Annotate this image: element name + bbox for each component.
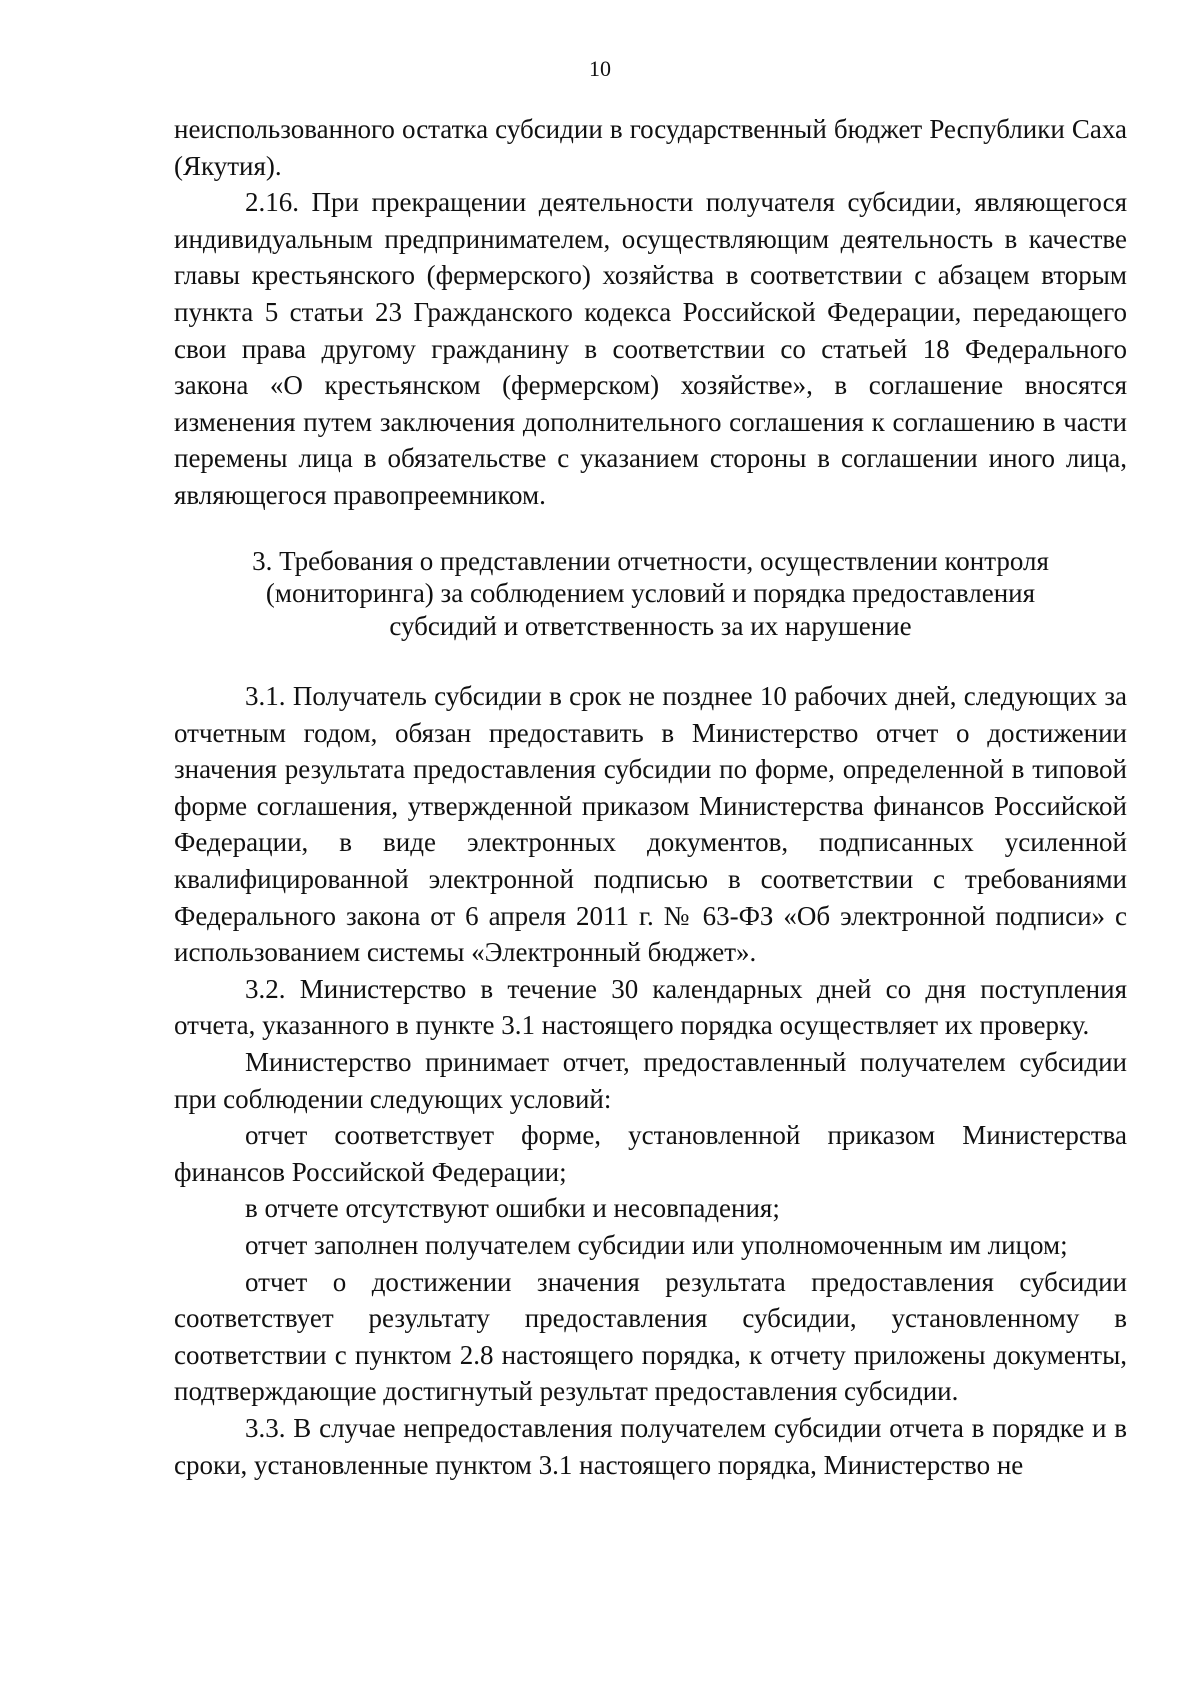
paragraph-2-16: 2.16. При прекращении деятельности получателя субсидии, являющегося индивидуальным предпринимателем, осуществляющим деятельность в качестве главы крестьянского (фермерского) хозяйства в соответствии с абзацем вторым пункта 5 статьи 23 Гражданского кодекса Российской Федерации, передающего свои права другому гражданину в соответствии со статьей 18 Федерального закона «О крестьянском (фермерском) хозяйстве», в соглашение вносятся изменения путем заключения дополнительного соглашения к соглашению в части перемены лица в обязательстве с указанием стороны в соглашении иного лица, являющегося правопреемником. (174, 187, 1127, 510)
page-number: 10 (589, 56, 611, 81)
section-heading-line: 3. Требования о представлении отчетности, осуществлении контроля (252, 545, 1049, 576)
condition-item: в отчете отсутствуют ошибки и несовпадения; (245, 1193, 780, 1224)
condition-item: отчет соответствует форме, установленной приказом Министерства финансов Российской Федерации; (174, 1120, 1127, 1187)
section-heading (174, 545, 1127, 643)
paragraph-3-2: 3.2. Министерство в течение 30 календарных дней со дня поступления отчета, указанного в пункте 3.1 настоящего порядка осуществляет их проверку. (174, 973, 1127, 1041)
document-body (174, 111, 1127, 1483)
condition-item: отчет о достижении значения результата предоставления субсидии соответствует результату предоставления субсидии, установленному в соответствии с пунктом 2.8 настоящего порядка, к отчету приложены документы, подтверждающие достигнутый результат предоставления субсидии. (174, 1266, 1127, 1407)
condition-item: отчет заполнен получателем субсидии или уполномоченным им лицом; (245, 1229, 1068, 1260)
paragraph-3-3: 3.3. В случае непредоставления получателем субсидии отчета в порядке и в сроки, установленные пунктом 3.1 настоящего порядка, Министерство не (174, 1412, 1127, 1480)
section-heading-line: субсидий и ответственность за их нарушение (389, 610, 912, 641)
paragraph-3-1: 3.1. Получатель субсидии в срок не позднее 10 рабочих дней, следующих за отчетным годом, обязан предоставить в Министерство отчет о достижении значения результата предоставления субсидии по форме, определенной в типовой форме соглашения, утвержденной приказом Министерства финансов Российской Федерации, в виде электронных документов, подписанных усиленной квалифицированной электронной подписью в соответствии с требованиями Федерального закона от 6 апреля 2011 г. № 63-ФЗ «Об электронной подписи» с использованием системы «Электронный бюджет». (174, 681, 1127, 968)
paragraph-report-acceptance: Министерство принимает отчет, предоставленный получателем субсидии при соблюдении следующих условий: (174, 1046, 1127, 1114)
paragraph-continuation: неиспользованного остатка субсидии в государственный бюджет Республики Саха (Якутия). (174, 114, 1127, 181)
section-heading-line: (мониторинга) за соблюдением условий и порядка предоставления (265, 578, 1036, 609)
